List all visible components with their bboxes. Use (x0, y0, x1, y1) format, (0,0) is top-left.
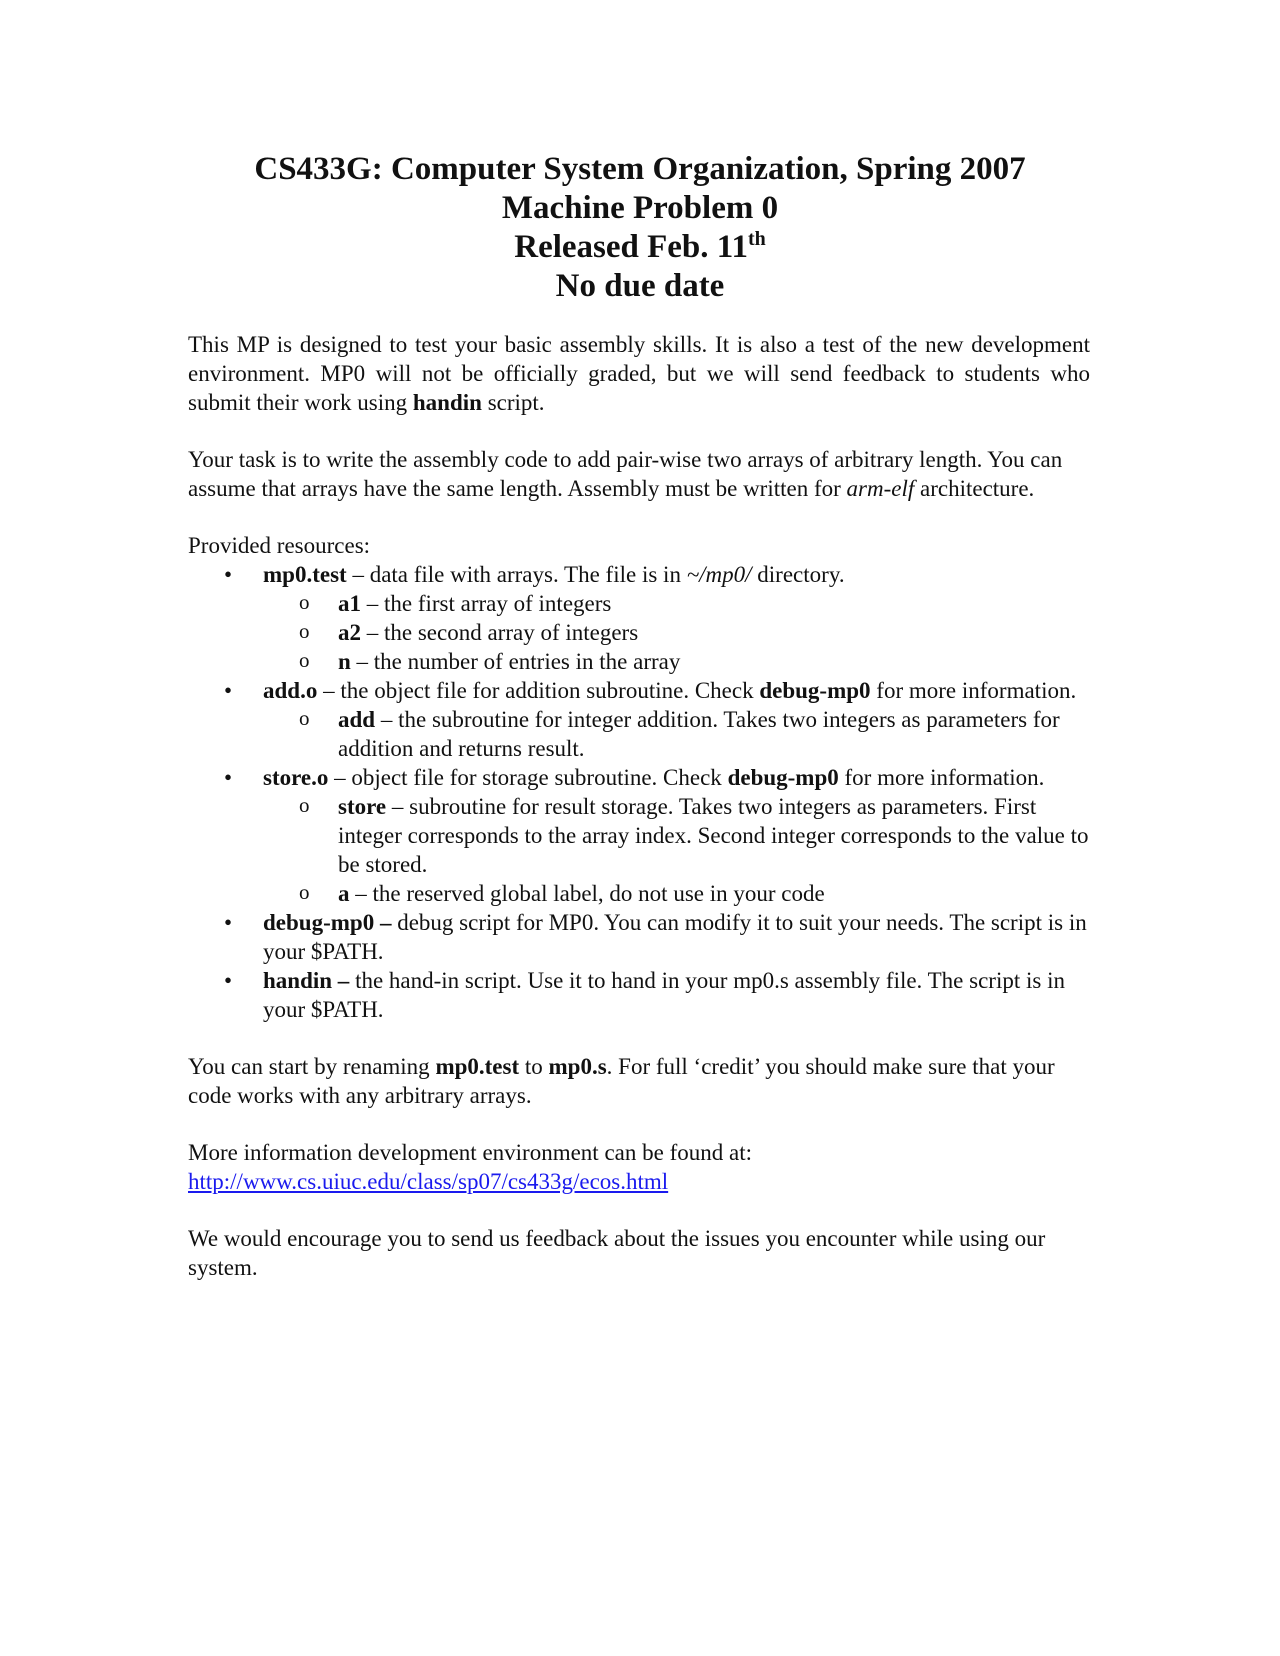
resource-desc: – object file for storage subroutine. Check (328, 765, 728, 790)
course-title: CS433G: Computer System Organization, Spring 2007 (254, 151, 1026, 187)
resource-desc-end: directory. (751, 562, 845, 587)
sub-item-name: add (338, 707, 376, 732)
intro-text: This MP is designed to test your basic assembly skills. It is also a test of the new development environment. MP0 will not be officially graded, but we will send feedback to students who submit their work using (188, 332, 1090, 415)
sub-item-desc: – subroutine for result storage. Takes two integers as parameters. First integer corresponds to the array index. Second integer corresponds to the value to be stored. (338, 794, 1089, 877)
sub-item-a2 (263, 618, 1090, 647)
intro-paragraph (188, 330, 1090, 417)
resource-path: ~/mp0/ (686, 562, 752, 587)
ecos-info-link[interactable]: http://www.cs.uiuc.edu/class/sp07/cs433g/ecos.html (188, 1169, 669, 1194)
sub-item-store (263, 792, 1090, 879)
resource-desc: the hand-in script. Use it to hand in your mp0.s assembly file. The script is in your $PATH. (263, 968, 1065, 1022)
start-file-from: mp0.test (435, 1054, 520, 1079)
resource-item-mp0-test (188, 560, 1090, 676)
resource-name: mp0.test (263, 562, 347, 587)
document-title (0, 150, 1280, 306)
start-text-to: to (519, 1054, 549, 1079)
release-date-suffix: th (747, 228, 766, 250)
resource-sublist (263, 705, 1090, 763)
task-paragraph (188, 445, 1090, 503)
sub-item-desc: – the first array of integers (361, 591, 612, 616)
resource-desc-end: for more information. (838, 765, 1045, 790)
sub-item-name: a2 (338, 620, 361, 645)
sub-item-name: store (338, 794, 387, 819)
bullet-icon: • (224, 562, 233, 587)
circle-bullet-icon: o (299, 706, 310, 730)
circle-bullet-icon: o (299, 880, 310, 904)
resource-desc: – data file with arrays. The file is in (346, 562, 687, 587)
start-paragraph (188, 1052, 1090, 1110)
document-body (188, 330, 1090, 1310)
resource-name: store.o (263, 765, 329, 790)
feedback-paragraph: We would encourage you to send us feedback about the issues you encounter while using our system. (188, 1226, 1046, 1280)
sub-item-add (263, 705, 1090, 763)
resource-item-store-o (188, 763, 1090, 908)
sub-item-name: a1 (338, 591, 361, 616)
sub-item-name: n (338, 649, 351, 674)
resource-item-debug-mp0 (188, 908, 1090, 966)
resource-item-add-o (188, 676, 1090, 763)
resource-desc: – the object file for addition subroutine. Check (317, 678, 760, 703)
sub-item-desc: – the reserved global label, do not use in your code (349, 881, 825, 906)
start-text-end: . For full ‘credit’ you should make sure that your code works with any arbitrary arrays. (188, 1054, 1055, 1108)
resource-item-handin (188, 966, 1090, 1024)
resources-list (188, 560, 1090, 1024)
sub-item-desc: – the second array of integers (361, 620, 639, 645)
bullet-icon: • (224, 678, 233, 703)
task-text-end: architecture. (914, 476, 1035, 501)
sub-item-desc: – the number of entries in the array (350, 649, 681, 674)
sub-item-n (263, 647, 1090, 676)
release-date (0, 228, 1280, 267)
resource-desc: debug script for MP0. You can modify it to suit your needs. The script is in your $PATH. (263, 910, 1087, 964)
task-architecture: arm-elf (846, 476, 915, 501)
resource-ref: debug-mp0 (727, 765, 839, 790)
circle-bullet-icon: o (299, 590, 310, 614)
circle-bullet-icon: o (299, 619, 310, 643)
sub-item-a1 (263, 589, 1090, 618)
resource-sublist (263, 589, 1090, 676)
start-file-to: mp0.s (548, 1054, 607, 1079)
resource-ref: debug-mp0 (759, 678, 871, 703)
sub-item-desc: – the subroutine for integer addition. Takes two integers as parameters for addition and returns result. (338, 707, 1060, 761)
more-info-paragraph (188, 1138, 1090, 1196)
intro-text-end: script. (481, 390, 545, 415)
start-text: You can start by renaming (188, 1054, 436, 1079)
bullet-icon: • (224, 910, 233, 935)
task-text: Your task is to write the assembly code to add pair-wise two arrays of arbitrary length. You can assume that arrays have the same length. Assembly must be written for (188, 447, 1063, 501)
sub-item-name: a (338, 881, 350, 906)
resource-name: debug-mp0 – (263, 910, 392, 935)
bullet-icon: • (224, 765, 233, 790)
resources-heading: Provided resources: (188, 533, 371, 558)
release-date-text: Released Feb. 11 (514, 229, 748, 265)
assignment-title: Machine Problem 0 (501, 190, 779, 226)
resource-name: handin – (263, 968, 350, 993)
intro-handin-term: handin (412, 390, 482, 415)
more-info-text: More information development environment can be found at: (188, 1140, 752, 1165)
due-date: No due date (555, 268, 725, 304)
circle-bullet-icon: o (299, 793, 310, 817)
sub-item-a (263, 879, 1090, 908)
circle-bullet-icon: o (299, 648, 310, 672)
resource-sublist (263, 792, 1090, 908)
resource-name: add.o (263, 678, 318, 703)
bullet-icon: • (224, 968, 233, 993)
resource-desc-end: for more information. (870, 678, 1077, 703)
